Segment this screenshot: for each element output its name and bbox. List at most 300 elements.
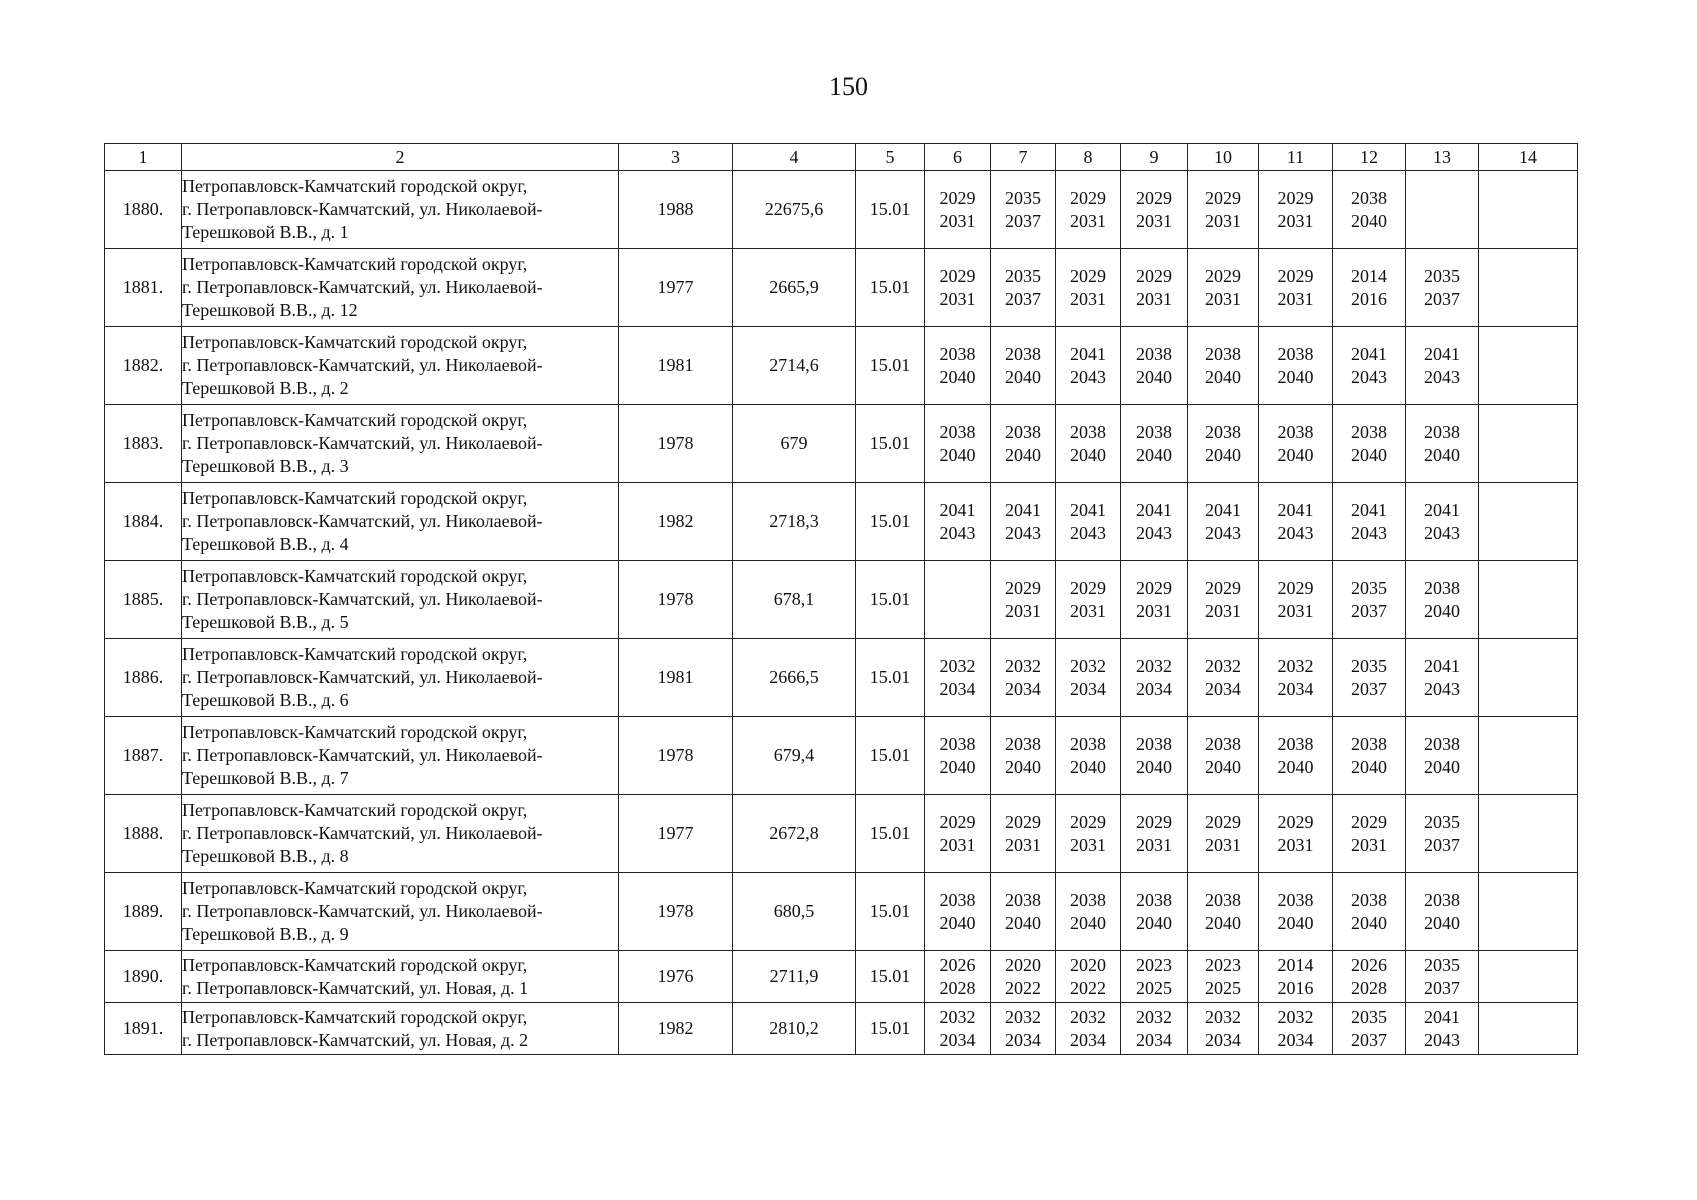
term-year: 2031 [1205, 288, 1241, 309]
term-cell [1479, 249, 1578, 327]
term-cell [1479, 717, 1578, 795]
row-number-cell: 1889. [105, 873, 182, 951]
term-year: 2035 [1351, 655, 1387, 676]
term-year: 2031 [1136, 210, 1172, 231]
term-year: 2041 [1070, 343, 1106, 364]
term-year: 2029 [1205, 265, 1241, 286]
term-year: 2031 [939, 834, 976, 855]
term-year: 2040 [1070, 912, 1106, 933]
code-cell: 15.01 [856, 795, 925, 873]
table-row [105, 1003, 1578, 1055]
column-number-header: 9 [1121, 144, 1188, 171]
term-cell [925, 249, 991, 327]
term-year: 2038 [1424, 577, 1460, 598]
term-cell [991, 561, 1056, 639]
address-line: Петропавловск-Камчатский городской округ, [182, 254, 528, 274]
term-year: 2031 [1136, 600, 1172, 621]
term-year: 2032 [1136, 655, 1172, 676]
term-year: 2034 [939, 1029, 976, 1050]
registry-table [104, 143, 1578, 1055]
term-year: 2040 [939, 912, 976, 933]
term-year: 2037 [1351, 678, 1387, 699]
code-cell: 15.01 [856, 561, 925, 639]
term-cell [925, 405, 991, 483]
term-year: 2040 [1424, 444, 1460, 465]
term-cell [1479, 639, 1578, 717]
term-cell [1406, 249, 1479, 327]
year-cell: 1977 [619, 795, 733, 873]
column-number-header: 5 [856, 144, 925, 171]
term-cell [1333, 561, 1406, 639]
address-line: Терешковой В.В., д. 3 [182, 456, 349, 476]
term-year: 2038 [1351, 421, 1387, 442]
term-year: 2022 [1070, 977, 1106, 998]
term-cell [1188, 951, 1259, 1003]
term-year: 2040 [1005, 444, 1041, 465]
term-year: 2041 [1005, 499, 1041, 520]
term-cell [991, 717, 1056, 795]
column-number-header: 2 [182, 144, 619, 171]
term-cell [1333, 483, 1406, 561]
term-year: 2038 [1351, 187, 1387, 208]
address-line: г. Петропавловск-Камчатский, ул. Николаевой- [182, 199, 543, 219]
term-cell [1259, 483, 1333, 561]
term-year: 2038 [1005, 889, 1041, 910]
address-line: Терешковой В.В., д. 6 [182, 690, 349, 710]
column-number-header: 4 [733, 144, 856, 171]
term-year: 2029 [1136, 265, 1172, 286]
column-number-header: 6 [925, 144, 991, 171]
term-year: 2023 [1205, 954, 1241, 975]
term-cell [1056, 639, 1121, 717]
address-line: Петропавловск-Камчатский городской округ, [182, 332, 528, 352]
term-year: 2043 [1351, 366, 1387, 387]
term-year: 2041 [1136, 499, 1172, 520]
term-year: 2038 [1424, 421, 1460, 442]
code-cell: 15.01 [856, 639, 925, 717]
term-year: 2029 [1136, 187, 1172, 208]
term-year: 2041 [1277, 499, 1314, 520]
term-year: 2037 [1351, 600, 1387, 621]
term-cell [1056, 249, 1121, 327]
term-year: 2040 [939, 366, 976, 387]
address-cell [182, 795, 619, 873]
term-year: 2022 [1005, 977, 1041, 998]
term-year: 2040 [1005, 912, 1041, 933]
address-cell [182, 561, 619, 639]
term-cell [1188, 795, 1259, 873]
table-row [105, 171, 1578, 249]
term-year: 2014 [1351, 265, 1387, 286]
term-year: 2043 [1424, 522, 1460, 543]
term-cell [1121, 951, 1188, 1003]
term-year: 2037 [1424, 288, 1460, 309]
code-cell: 15.01 [856, 1003, 925, 1055]
term-year: 2038 [1351, 889, 1387, 910]
term-year: 2035 [1351, 577, 1387, 598]
term-year: 2031 [1005, 600, 1041, 621]
term-cell [1188, 1003, 1259, 1055]
term-cell [1406, 1003, 1479, 1055]
term-year: 2031 [1005, 834, 1041, 855]
term-year: 2038 [1205, 733, 1241, 754]
term-year: 2040 [1351, 756, 1387, 777]
row-number-cell: 1881. [105, 249, 182, 327]
term-cell [1259, 795, 1333, 873]
term-year: 2029 [1205, 811, 1241, 832]
term-year: 2032 [1277, 1006, 1314, 1027]
term-year: 2029 [1070, 577, 1106, 598]
table-row [105, 561, 1578, 639]
term-cell [991, 639, 1056, 717]
term-year: 2031 [1070, 600, 1106, 621]
term-cell [1406, 951, 1479, 1003]
term-year: 2034 [1136, 1029, 1172, 1050]
term-cell [925, 483, 991, 561]
term-year: 2035 [1424, 954, 1460, 975]
term-year: 2037 [1424, 834, 1460, 855]
term-year: 2034 [1070, 678, 1106, 699]
term-cell [991, 1003, 1056, 1055]
term-year: 2041 [1070, 499, 1106, 520]
column-number-header: 14 [1479, 144, 1578, 171]
year-cell: 1978 [619, 717, 733, 795]
term-year: 2038 [1351, 733, 1387, 754]
term-cell [1121, 483, 1188, 561]
year-cell: 1977 [619, 249, 733, 327]
term-year: 2040 [939, 756, 976, 777]
term-year: 2032 [1136, 1006, 1172, 1027]
address-line: г. Петропавловск-Камчатский, ул. Николаевой- [182, 589, 543, 609]
term-cell [1333, 795, 1406, 873]
code-cell: 15.01 [856, 171, 925, 249]
term-cell [1259, 1003, 1333, 1055]
column-number-header: 8 [1056, 144, 1121, 171]
term-year: 2029 [1070, 187, 1106, 208]
term-year: 2037 [1351, 1029, 1387, 1050]
column-number-row [105, 144, 1578, 171]
term-cell [1259, 639, 1333, 717]
code-cell: 15.01 [856, 327, 925, 405]
term-year: 2031 [1070, 834, 1106, 855]
address-line: Терешковой В.В., д. 8 [182, 846, 349, 866]
year-cell: 1982 [619, 483, 733, 561]
term-year: 2032 [1277, 655, 1314, 676]
term-year: 2038 [1070, 889, 1106, 910]
term-year: 2029 [939, 811, 976, 832]
address-cell [182, 1003, 619, 1055]
term-year: 2038 [1136, 421, 1172, 442]
term-cell [1188, 405, 1259, 483]
address-cell [182, 327, 619, 405]
term-cell [1259, 873, 1333, 951]
term-year: 2041 [1351, 499, 1387, 520]
address-line: г. Петропавловск-Камчатский, ул. Новая, д. 2 [182, 1029, 529, 1050]
term-cell [1121, 249, 1188, 327]
term-year: 2032 [939, 655, 976, 676]
term-cell [1479, 873, 1578, 951]
term-year: 2040 [1277, 912, 1314, 933]
term-year: 2032 [1005, 1006, 1041, 1027]
term-cell [1056, 483, 1121, 561]
term-year: 2040 [1070, 756, 1106, 777]
term-cell [1406, 483, 1479, 561]
address-line: г. Петропавловск-Камчатский, ул. Николаевой- [182, 355, 543, 375]
term-cell [991, 405, 1056, 483]
term-cell [1188, 171, 1259, 249]
table-row [105, 873, 1578, 951]
term-cell [1121, 561, 1188, 639]
term-cell [1479, 327, 1578, 405]
term-year: 2038 [1277, 733, 1314, 754]
term-cell [1121, 1003, 1188, 1055]
row-number-cell: 1885. [105, 561, 182, 639]
address-cell [182, 249, 619, 327]
term-year: 2043 [1424, 1029, 1460, 1050]
term-cell [1259, 327, 1333, 405]
term-year: 2031 [1070, 210, 1106, 231]
term-year: 2043 [1070, 366, 1106, 387]
term-year: 2040 [1424, 600, 1460, 621]
term-year: 2029 [1277, 187, 1314, 208]
address-cell [182, 873, 619, 951]
area-cell: 2714,6 [733, 327, 856, 405]
term-year: 2041 [1424, 343, 1460, 364]
term-cell [1188, 873, 1259, 951]
table-row [105, 717, 1578, 795]
term-year: 2029 [1277, 811, 1314, 832]
term-cell [1121, 795, 1188, 873]
term-cell [1056, 1003, 1121, 1055]
term-cell [1188, 561, 1259, 639]
area-cell: 2810,2 [733, 1003, 856, 1055]
term-year: 2031 [1277, 288, 1314, 309]
address-line: г. Петропавловск-Камчатский, ул. Николаевой- [182, 745, 543, 765]
page-number: 150 [829, 72, 868, 101]
term-year: 2038 [1205, 421, 1241, 442]
term-year: 2040 [1136, 912, 1172, 933]
term-cell [1479, 561, 1578, 639]
address-cell [182, 483, 619, 561]
term-cell [1056, 171, 1121, 249]
code-cell: 15.01 [856, 717, 925, 795]
address-line: Петропавловск-Камчатский городской округ, [182, 488, 528, 508]
term-year: 2028 [1351, 977, 1387, 998]
term-cell [1188, 717, 1259, 795]
term-cell [1333, 951, 1406, 1003]
term-year: 2038 [1136, 343, 1172, 364]
table-row [105, 483, 1578, 561]
term-cell [1259, 405, 1333, 483]
term-cell [991, 873, 1056, 951]
row-number-cell: 1884. [105, 483, 182, 561]
area-cell: 2666,5 [733, 639, 856, 717]
term-year: 2031 [1277, 600, 1314, 621]
table-row [105, 405, 1578, 483]
term-year: 2032 [1205, 1006, 1241, 1027]
term-year: 2038 [939, 889, 976, 910]
term-year: 2040 [1205, 756, 1241, 777]
term-year: 2040 [1351, 210, 1387, 231]
term-year: 2034 [1205, 1029, 1241, 1050]
term-cell [1479, 405, 1578, 483]
term-year: 2034 [1005, 1029, 1041, 1050]
term-cell [1121, 873, 1188, 951]
term-year: 2040 [1277, 444, 1314, 465]
term-year: 2032 [1005, 655, 1041, 676]
row-number-cell: 1891. [105, 1003, 182, 1055]
area-cell: 2711,9 [733, 951, 856, 1003]
term-cell [1188, 249, 1259, 327]
row-number-cell: 1887. [105, 717, 182, 795]
term-year: 2035 [1005, 187, 1041, 208]
address-line: Терешковой В.В., д. 4 [182, 534, 349, 554]
address-line: г. Петропавловск-Камчатский, ул. Николаевой- [182, 901, 543, 921]
term-year: 2031 [1136, 834, 1172, 855]
term-cell [925, 639, 991, 717]
term-year: 2038 [1277, 421, 1314, 442]
term-year: 2041 [1351, 343, 1387, 364]
table-row [105, 951, 1578, 1003]
term-year: 2041 [1205, 499, 1241, 520]
term-year: 2043 [1424, 366, 1460, 387]
term-year: 2043 [1351, 522, 1387, 543]
term-year: 2038 [1005, 733, 1041, 754]
address-cell [182, 405, 619, 483]
area-cell: 679 [733, 405, 856, 483]
term-cell [1333, 249, 1406, 327]
term-cell [1056, 561, 1121, 639]
address-line: Терешковой В.В., д. 7 [182, 768, 349, 788]
term-year: 2038 [1424, 889, 1460, 910]
term-cell [991, 249, 1056, 327]
address-cell [182, 951, 619, 1003]
term-year: 2029 [1277, 577, 1314, 598]
year-cell: 1988 [619, 171, 733, 249]
term-year: 2020 [1070, 954, 1106, 975]
term-cell [1406, 717, 1479, 795]
address-line: Петропавловск-Камчатский городской округ, [182, 800, 528, 820]
term-year: 2037 [1005, 210, 1041, 231]
area-cell: 678,1 [733, 561, 856, 639]
area-cell: 2665,9 [733, 249, 856, 327]
term-cell [1121, 639, 1188, 717]
term-year: 2034 [1277, 678, 1314, 699]
term-year: 2037 [1424, 977, 1460, 998]
term-year: 2031 [1277, 210, 1314, 231]
row-number-cell: 1882. [105, 327, 182, 405]
code-cell: 15.01 [856, 249, 925, 327]
term-year: 2029 [939, 265, 976, 286]
term-cell [925, 561, 991, 639]
address-cell [182, 171, 619, 249]
address-line: Терешковой В.В., д. 5 [182, 612, 349, 632]
term-cell [1188, 639, 1259, 717]
term-year: 2043 [939, 522, 976, 543]
term-year: 2040 [1005, 366, 1041, 387]
address-line: Петропавловск-Камчатский городской округ, [182, 878, 528, 898]
term-year: 2038 [1277, 889, 1314, 910]
term-year: 2034 [1136, 678, 1172, 699]
term-cell [1333, 1003, 1406, 1055]
term-year: 2031 [939, 288, 976, 309]
term-year: 2040 [1136, 756, 1172, 777]
term-cell [1259, 717, 1333, 795]
term-year: 2038 [939, 343, 976, 364]
term-year: 2026 [1351, 954, 1387, 975]
code-cell: 15.01 [856, 951, 925, 1003]
column-number-header: 13 [1406, 144, 1479, 171]
term-cell [1056, 717, 1121, 795]
row-number-cell: 1886. [105, 639, 182, 717]
year-cell: 1982 [619, 1003, 733, 1055]
term-cell [1056, 405, 1121, 483]
term-cell [1479, 483, 1578, 561]
address-line: г. Петропавловск-Камчатский, ул. Николаевой- [182, 277, 543, 297]
term-cell [925, 1003, 991, 1055]
term-cell [1121, 717, 1188, 795]
term-year: 2034 [939, 678, 976, 699]
term-year: 2038 [1070, 421, 1106, 442]
address-line: Терешковой В.В., д. 9 [182, 924, 349, 944]
term-year: 2043 [1424, 678, 1460, 699]
term-year: 2031 [1205, 834, 1241, 855]
column-number-header: 11 [1259, 144, 1333, 171]
term-cell [1333, 171, 1406, 249]
term-year: 2032 [939, 1006, 976, 1027]
term-year: 2043 [1005, 522, 1041, 543]
address-line: г. Петропавловск-Камчатский, ул. Новая, д. 1 [182, 977, 529, 998]
term-cell [1056, 951, 1121, 1003]
term-year: 2040 [1136, 444, 1172, 465]
term-year: 2040 [1351, 912, 1387, 933]
term-cell [991, 483, 1056, 561]
column-number-header: 12 [1333, 144, 1406, 171]
term-year: 2040 [1277, 756, 1314, 777]
term-year: 2029 [1070, 265, 1106, 286]
term-year: 2040 [1205, 912, 1241, 933]
term-cell [1259, 561, 1333, 639]
term-year: 2029 [1205, 187, 1241, 208]
term-cell [1406, 795, 1479, 873]
term-year: 2034 [1205, 678, 1241, 699]
term-year: 2032 [1205, 655, 1241, 676]
term-year: 2031 [1205, 600, 1241, 621]
term-year: 2028 [939, 977, 976, 998]
address-line: Петропавловск-Камчатский городской округ, [182, 566, 528, 586]
term-year: 2043 [1205, 522, 1241, 543]
row-number-cell: 1888. [105, 795, 182, 873]
term-year: 2038 [1005, 343, 1041, 364]
term-year: 2040 [1424, 756, 1460, 777]
term-year: 2040 [1136, 366, 1172, 387]
term-year: 2038 [1005, 421, 1041, 442]
term-cell [991, 951, 1056, 1003]
term-year: 2043 [1070, 522, 1106, 543]
term-year: 2041 [1424, 499, 1460, 520]
address-line: Петропавловск-Камчатский городской округ, [182, 954, 528, 975]
term-cell [1188, 483, 1259, 561]
term-year: 2035 [1424, 265, 1460, 286]
term-year: 2040 [1205, 366, 1241, 387]
term-year: 2038 [1136, 889, 1172, 910]
term-cell [1479, 1003, 1578, 1055]
code-cell: 15.01 [856, 873, 925, 951]
term-cell [1479, 951, 1578, 1003]
address-line: Петропавловск-Камчатский городской округ, [182, 176, 528, 196]
term-cell [1406, 171, 1479, 249]
term-year: 2038 [939, 421, 976, 442]
